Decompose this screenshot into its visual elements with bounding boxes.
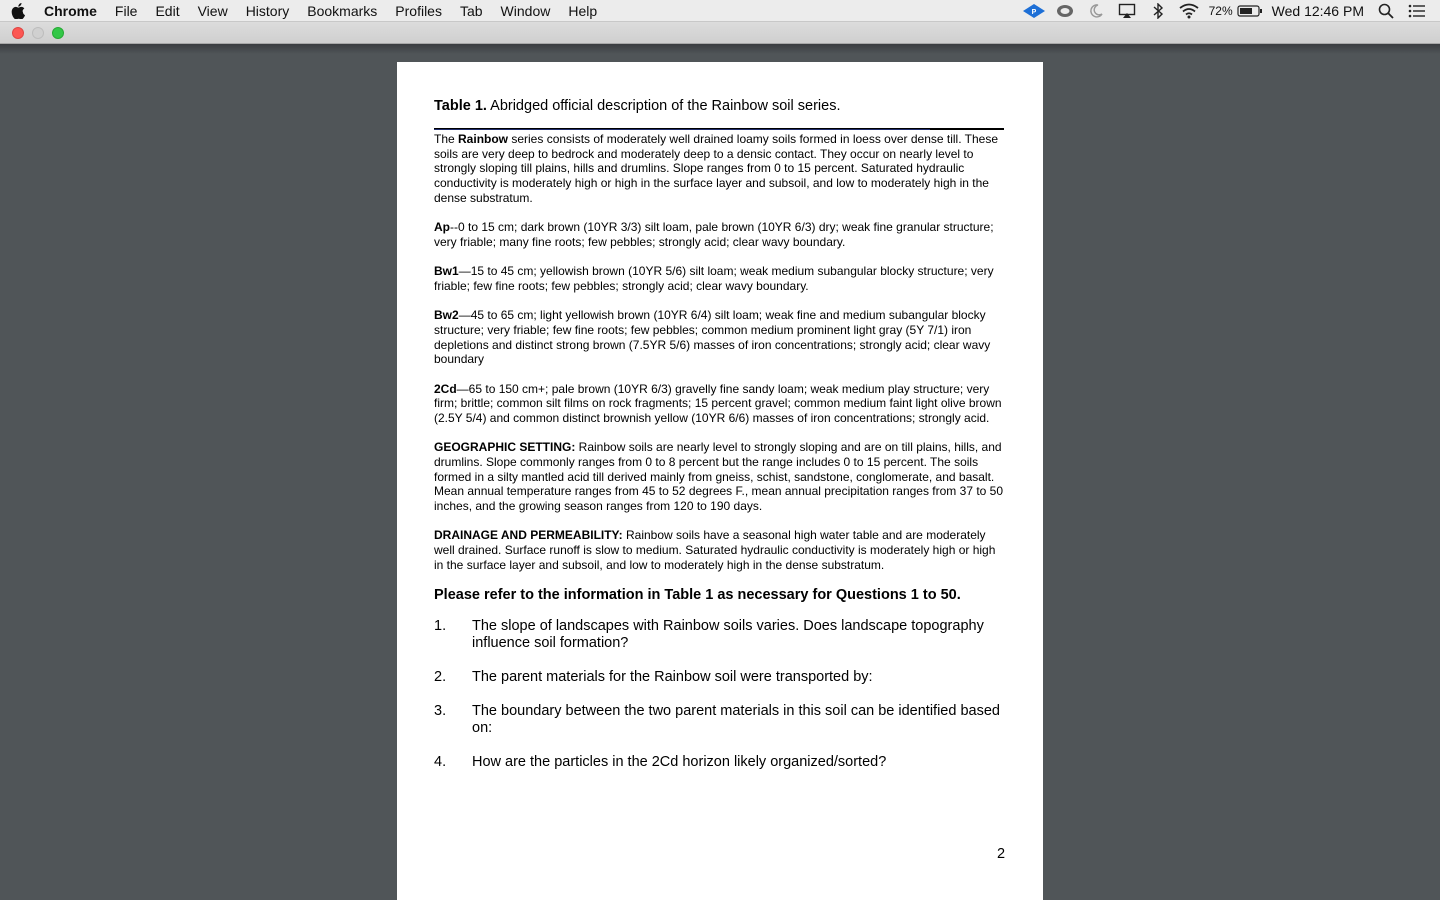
questions-instruction: Please refer to the information in Table 1 as necessary for Questions 1 to 50. bbox=[434, 587, 961, 604]
cloud-sync-icon[interactable] bbox=[1050, 0, 1081, 22]
window-close-button[interactable] bbox=[12, 27, 24, 39]
menu-history[interactable]: History bbox=[245, 2, 290, 19]
question-number: 2. bbox=[434, 669, 447, 686]
geographic-setting bbox=[434, 440, 1004, 514]
window-minimize-button[interactable] bbox=[32, 27, 44, 39]
table-caption: Abridged official description of the Rainbow soil series. bbox=[486, 98, 841, 114]
horizon-name: Bw2 bbox=[434, 308, 459, 323]
table-top-rule-accent bbox=[434, 129, 930, 130]
page-content bbox=[434, 98, 1004, 788]
window-fullscreen-button[interactable] bbox=[52, 27, 64, 39]
intro-text: series consists of moderately well drained loamy soils formed in loess over dense till. These soils are very deep to bedrock and moderately deep to a densic contact. They occur on nearly level to strongly sloping till plains, hills and drumlins. Slope ranges from 0 to 15 percent. Saturated hydraulic conductivity is moderately high or high in the surface layer and subsoil, and low to moderately high in the dense substratum. bbox=[434, 132, 999, 205]
apple-menu-icon[interactable] bbox=[0, 3, 36, 19]
horizon-ap bbox=[434, 220, 1004, 249]
intro-prefix: The bbox=[434, 132, 459, 146]
question-text: How are the particles in the 2Cd horizon likely organized/sorted? bbox=[472, 754, 887, 771]
menu-profiles[interactable]: Profiles bbox=[395, 2, 442, 19]
horizon-2cd bbox=[434, 382, 1004, 426]
drainage-text: Rainbow soils have a seasonal high water table and are moderately well drained. Surface runoff is slow to medium. Saturated hydraulic conductivity is moderately high or high in the surface layer and subsoil, and low to moderately high in the dense substratum. bbox=[434, 528, 996, 572]
svg-text:P: P bbox=[1031, 8, 1037, 16]
question-item bbox=[434, 754, 1004, 771]
horizon-bw2 bbox=[434, 308, 1004, 367]
question-item bbox=[434, 703, 1004, 737]
menu-edit[interactable]: Edit bbox=[155, 2, 180, 19]
menu-tab[interactable]: Tab bbox=[459, 2, 483, 19]
question-number: 4. bbox=[434, 754, 447, 771]
horizon-description: --0 to 15 cm; dark brown (10YR 3/3) silt loam, pale brown (10YR 6/3) dry; weak fine granular structure; very friable; many fine roots; few pebbles; strongly acid; clear wavy boundary. bbox=[434, 220, 994, 249]
wifi-icon[interactable] bbox=[1174, 0, 1205, 22]
question-text: The slope of landscapes with Rainbow soils varies. Does landscape topography influence soil formation? bbox=[472, 618, 984, 652]
table-label: Table 1. bbox=[434, 98, 487, 114]
menu-help[interactable]: Help bbox=[568, 2, 598, 19]
question-number: 1. bbox=[434, 618, 447, 635]
window-toolbar bbox=[0, 22, 1440, 44]
table-title bbox=[434, 98, 1004, 114]
notification-center-icon[interactable] bbox=[1401, 0, 1432, 22]
toolbar-shadow bbox=[0, 44, 1440, 54]
moon-icon[interactable] bbox=[1081, 0, 1112, 22]
drainage-label: DRAINAGE AND PERMEABILITY: bbox=[434, 528, 623, 543]
geographic-label: GEOGRAPHIC SETTING: bbox=[434, 440, 576, 455]
horizon-description: —15 to 45 cm; yellowish brown (10YR 5/6) silt loam; weak medium subangular blocky structure; very friable; few fine roots; few pebbles; strongly acid; clear wavy boundary. bbox=[434, 264, 994, 293]
horizon-description: —65 to 150 cm+; pale brown (10YR 6/3) gravelly fine sandy loam; weak medium play structure; very firm; brittle; common silt films on rock fragments; 15 percent gravel; common medium faint light olive brown (2.5Y 5/4) and common distinct brownish yellow (10YR 6/6) masses of iron concentrations; strongly acid. bbox=[434, 381, 1002, 425]
horizon-name: 2Cd bbox=[434, 381, 457, 396]
geographic-text: Rainbow soils are nearly level to strongly sloping and are on till plains, hills, and drumlins. Slope commonly ranges from 0 to 8 percent but the range includes 0 to 15 percent. The soils formed in a silty mantled acid till derived mainly from gneiss, schist, sandstone, conglomerate, and basalt. Mean annual temperature ranges from 45 to 52 degrees F., mean annual precipitation ranges from 37 to 50 inches, and the growing season ranges from 120 to 190 days. bbox=[434, 440, 1004, 514]
menu-file[interactable]: File bbox=[114, 2, 138, 19]
vpn-icon[interactable] bbox=[1019, 0, 1050, 22]
status-area bbox=[1019, 0, 1440, 22]
question-number: 3. bbox=[434, 703, 447, 720]
horizon-name: Ap bbox=[434, 220, 450, 235]
bluetooth-icon[interactable] bbox=[1143, 0, 1174, 22]
question-item bbox=[434, 669, 1004, 686]
horizon-description: —45 to 65 cm; light yellowish brown (10YR 6/4) silt loam; weak fine and medium subangular blocky structure; very friable; few fine roots; few pebbles; common medium prominent light gray (5Y 7/1) iron depletions and distinct strong brown (7.5YR 5/6) masses of iron concentrations; strongly acid; clear wavy boundary bbox=[434, 308, 991, 367]
question-item bbox=[434, 618, 1004, 652]
menu-window[interactable]: Window bbox=[500, 2, 551, 19]
menu-bookmarks[interactable]: Bookmarks bbox=[307, 2, 378, 19]
clock[interactable]: Wed 12:46 PM bbox=[1271, 2, 1364, 19]
spotlight-search-icon[interactable] bbox=[1370, 0, 1401, 22]
question-text: The boundary between the two parent materials in this soil can be identified based on: bbox=[472, 703, 1000, 737]
airplay-icon[interactable] bbox=[1112, 0, 1143, 22]
menu-app-name[interactable]: Chrome bbox=[44, 2, 97, 19]
menu-view[interactable]: View bbox=[197, 2, 228, 19]
battery-percent: 72% bbox=[1208, 3, 1233, 18]
pdf-page bbox=[397, 62, 1043, 900]
intro-series-name: Rainbow bbox=[458, 132, 509, 146]
drainage-permeability bbox=[434, 528, 1004, 572]
horizon-bw1 bbox=[434, 264, 1004, 293]
horizon-name: Bw1 bbox=[434, 264, 459, 279]
question-text: The parent materials for the Rainbow soil were transported by: bbox=[472, 669, 873, 686]
battery-icon[interactable] bbox=[1235, 0, 1266, 22]
page-number: 2 bbox=[997, 846, 1006, 862]
intro-paragraph bbox=[434, 132, 1004, 206]
menu-bar bbox=[0, 0, 1440, 22]
